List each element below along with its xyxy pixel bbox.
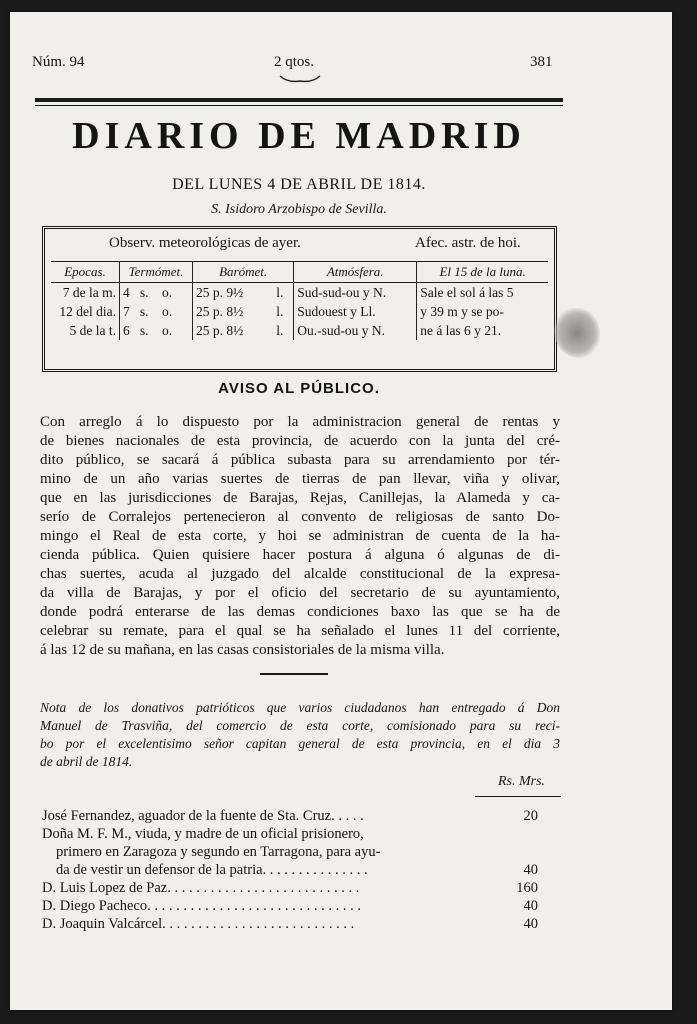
notice-line: celebrar su remate, para el qual se ha señalado el lunes 11 del corriente, — [40, 623, 560, 639]
temp-value: 6 — [123, 322, 130, 338]
currency-rule — [475, 796, 561, 797]
weather-title: Observ. meteorológicas de ayer. — [109, 235, 301, 251]
astro-cell: ne á las 6 y 21. — [417, 321, 548, 340]
temp-mark: o. — [162, 303, 173, 319]
notice-line: chas suertes, acuda al juzgado del alcalde constitucional de la expresa- — [40, 566, 560, 582]
masthead-rule-thick — [35, 98, 563, 102]
weather-table — [51, 261, 548, 340]
atmosphere-cell: Sud-sud-ou y N. — [294, 283, 417, 303]
notice-title: AVISO AL PÚBLICO. — [218, 380, 380, 397]
issue-price: 2 qtos. — [274, 54, 315, 70]
epoch-cell: 5 de la t. — [69, 322, 116, 338]
temp-unit: s. — [139, 303, 149, 319]
donation-amount: 40 — [523, 862, 538, 878]
temp-mark: o. — [162, 322, 173, 338]
donor-line: José Fernandez, aguador de la fuente de Sta. Cruz. . . . . — [42, 808, 364, 824]
notice-line: Con arreglo á lo dispuesto por la administracion general de rentas y — [40, 414, 560, 430]
column-header: Epocas. — [51, 262, 120, 283]
column-header: Termómet. — [120, 262, 193, 283]
weather-header-row — [51, 262, 548, 283]
dateline: DEL LUNES 4 DE ABRIL DE 1814. — [172, 176, 426, 193]
weather-row — [51, 321, 548, 340]
barometer-unit: l. — [276, 322, 284, 338]
brace-ornament-icon — [278, 74, 322, 84]
astro-title: Afec. astr. de hoi. — [415, 235, 521, 251]
temp-value: 4 — [123, 284, 130, 300]
thermometer-cell — [120, 302, 193, 321]
note-line: de abril de 1814. — [40, 754, 133, 769]
page-number: 381 — [530, 54, 553, 70]
notice-line: dito público, se sacará á pública subasta para su arrendamiento por tér- — [40, 452, 560, 468]
donor-line: D. Luis Lopez de Paz. . . . . . . . . . . . . . . . . . . . . . . . . . . — [42, 880, 360, 896]
weather-row — [51, 302, 548, 321]
thermometer-cell — [120, 283, 193, 303]
temp-value: 7 — [123, 303, 130, 319]
notice-line: serío de Corralejos pertenecieron al convento de religiosas de santo Do- — [40, 509, 560, 525]
atmosphere-cell: Ou.-sud-ou y N. — [294, 321, 417, 340]
barometer-unit: l. — [276, 303, 284, 319]
masthead-title: DIARIO DE MADRID — [72, 115, 526, 157]
barometer-cell: 25 p. 8½ — [193, 321, 274, 340]
currency-header: Rs. Mrs. — [498, 774, 546, 789]
donation-amount: 40 — [523, 916, 538, 932]
notice-line: mino de un año varias suertes de tierras de pan llevar, viña y olivar, — [40, 471, 560, 487]
notice-line: que en las jurisdicciones de Barajas, Rejas, Canillejas, la Alameda y ca- — [40, 490, 560, 506]
section-divider — [260, 673, 328, 675]
notice-line: á las 12 de su mañana, en las casas consistoriales de la misma villa. — [40, 642, 445, 658]
note-line: Manuel de Trasviña, del comercio de esta corte, comisionado para su reci- — [40, 718, 560, 733]
astro-cell: Sale el sol á las 5 — [417, 283, 548, 303]
epoch-cell: 7 de la m. — [62, 284, 116, 300]
barometer-unit: l. — [276, 284, 284, 300]
weather-row — [51, 283, 548, 303]
temp-mark: o. — [162, 284, 173, 300]
notice-line: mingo el Real de esta corte, y hoi se administran de cuenta de la ha- — [40, 528, 560, 544]
temp-unit: s. — [139, 284, 149, 300]
donor-line: D. Diego Pacheco. . . . . . . . . . . . . . . . . . . . . . . . . . . . . . — [42, 898, 361, 914]
donation-amount: 20 — [523, 808, 538, 824]
thermometer-cell — [120, 321, 193, 340]
issue-number: Núm. 94 — [32, 54, 85, 70]
atmosphere-cell: Sudouest y Ll. — [294, 302, 417, 321]
barometer-cell: 25 p. 8½ — [193, 302, 274, 321]
temp-unit: s. — [139, 322, 149, 338]
note-line: bo por el excelentisimo señor capitan general de esta provincia, en el dia 3 — [40, 736, 560, 751]
column-header: El 15 de la luna. — [417, 262, 548, 283]
newspaper-page — [10, 12, 672, 1010]
notice-line: de bienes nacionales de esta provincia, de acuerdo con la junta del cré- — [40, 433, 560, 449]
ink-smudge — [554, 308, 600, 358]
astro-cell: y 39 m y se po- — [417, 302, 548, 321]
notice-line: da villa de Barajas, y por el oficio del secretario de su ayuntamiento, — [40, 585, 560, 601]
column-header: Barómet. — [193, 262, 294, 283]
donor-line: D. Joaquin Valcárcel. . . . . . . . . . . . . . . . . . . . . . . . . . . — [42, 916, 355, 932]
note-line: Nota de los donativos patrióticos que varios ciudadanos han entregado á Don — [40, 700, 560, 715]
weather-box — [42, 226, 557, 372]
donor-line: primero en Zaragoza y segundo en Tarragona, para ayu- — [56, 844, 381, 860]
donation-amount: 40 — [523, 898, 538, 914]
donor-line: da de vestir un defensor de la patria. . . . . . . . . . . . . . . — [56, 862, 368, 878]
donation-amount: 160 — [516, 880, 538, 896]
donor-line: Doña M. F. M., viuda, y madre de un oficial prisionero, — [42, 826, 364, 842]
saint-of-day: S. Isidoro Arzobispo de Sevilla. — [211, 202, 387, 217]
notice-line: donde podrá enterarse de las demas condiciones baxo las que se ha de — [40, 604, 560, 620]
notice-line: cienda pública. Quien quisiere hacer postura á alguna ó algunas de di- — [40, 547, 560, 563]
column-header: Atmósfera. — [294, 262, 417, 283]
barometer-cell: 25 p. 9½ — [193, 283, 274, 303]
epoch-cell: 12 del dia. — [59, 303, 116, 319]
masthead-rule-thin — [35, 105, 563, 106]
